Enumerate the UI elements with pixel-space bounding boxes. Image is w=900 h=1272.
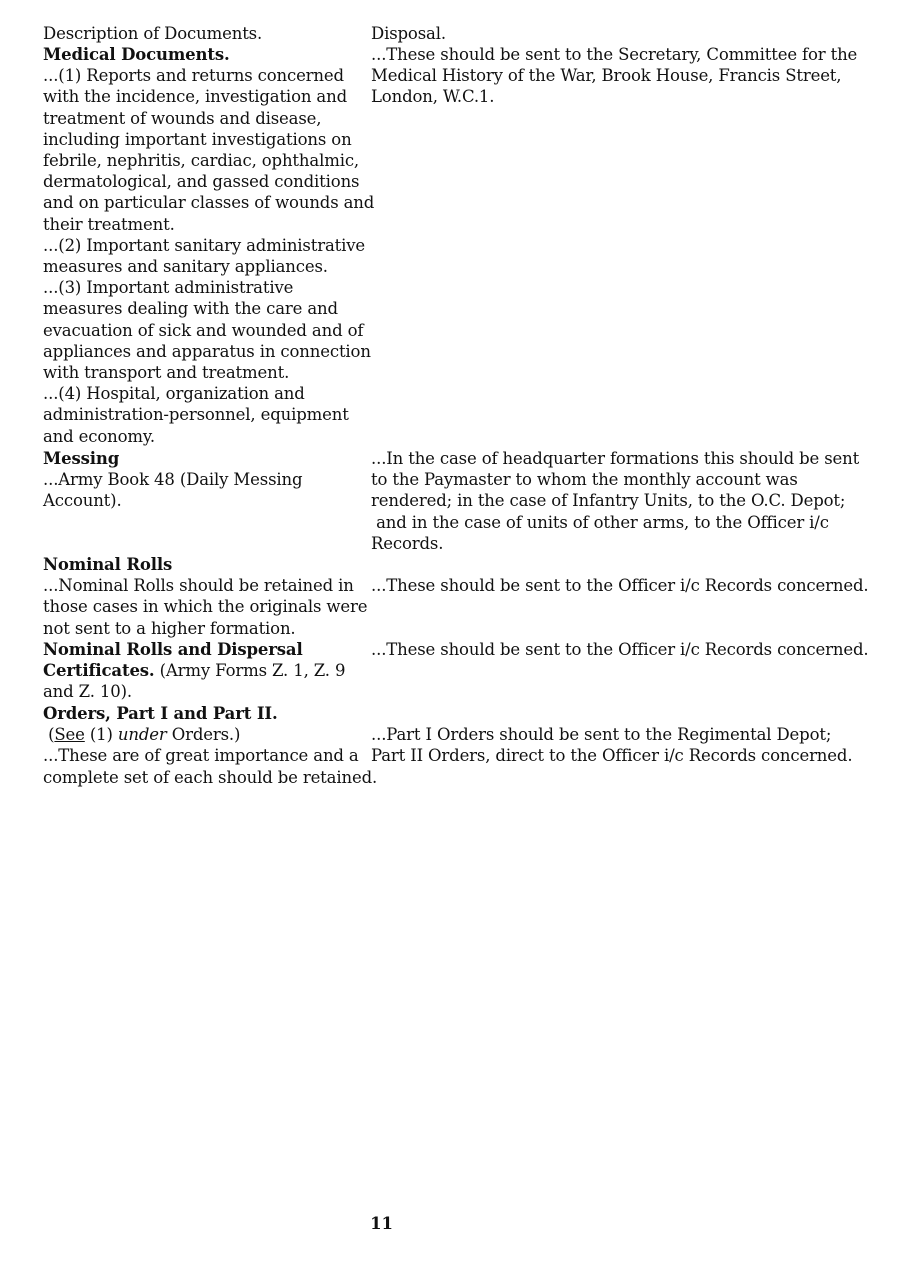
medical-line: febrile, nephritis, cardiac, ophthalmic, xyxy=(43,151,360,171)
orders-line: complete set of each should be retained. xyxy=(43,767,378,787)
nominal-rolls-line: not sent to a higher formation. xyxy=(43,618,296,638)
dispersal-description xyxy=(43,639,361,703)
under-word: under xyxy=(117,725,167,745)
orders-line: ...These are of great importance and a xyxy=(43,746,359,766)
orders-disposal-line: Part II Orders, direct to the Officer i/c Records concerned. xyxy=(371,746,853,766)
medical-disposal xyxy=(371,44,858,108)
see-mid: (1) xyxy=(84,725,118,745)
medical-disposal-line: ...These should be sent to the Secretary, Committee for the xyxy=(371,45,858,64)
messing-disposal-line: rendered; in the case of Infantry Units, to the O.C. Depot; xyxy=(371,491,846,511)
messing-line: ...Army Book 48 (Daily Messing xyxy=(43,470,303,490)
nominal-rolls-description xyxy=(43,554,368,639)
medical-description xyxy=(43,44,375,447)
medical-line: ...(2) Important sanitary administrative xyxy=(43,235,366,255)
nominal-rolls-disposal xyxy=(371,575,869,596)
medical-line: evacuation of sick and wounded and of xyxy=(43,320,364,340)
medical-line: treatment of wounds and disease, xyxy=(43,108,322,128)
messing-disposal-line: ...In the case of headquarter formations this should be sent xyxy=(371,449,860,468)
dispersal-disposal-line: ...These should be sent to the Officer i/c Records concerned. xyxy=(371,640,869,659)
nominal-rolls-heading: Nominal Rolls xyxy=(43,555,173,574)
medical-line: and economy. xyxy=(43,426,155,446)
messing-heading: Messing xyxy=(43,449,120,468)
header-left-text: Description of Documents. xyxy=(43,24,263,43)
see-close: Orders.) xyxy=(166,725,241,745)
dispersal-line: and Z. 10). xyxy=(43,682,132,702)
page-number: 11 xyxy=(370,1214,393,1233)
medical-line: appliances and apparatus in connection xyxy=(43,341,371,361)
medical-line: measures and sanitary appliances. xyxy=(43,257,328,277)
medical-line: with the incidence, investigation and xyxy=(43,87,347,107)
nominal-rolls-line: ...Nominal Rolls should be retained in xyxy=(43,576,354,596)
medical-line: administration-personnel, equipment xyxy=(43,405,349,425)
orders-see-reference xyxy=(43,724,361,745)
medical-disposal-line: London, W.C.1. xyxy=(371,87,495,107)
orders-heading: Orders, Part I and Part II. xyxy=(43,704,278,723)
medical-line: ...(3) Important administrative xyxy=(43,278,294,298)
messing-disposal-line: and in the case of units of other arms, to the Officer i/c xyxy=(371,512,829,532)
orders-disposal xyxy=(371,724,853,766)
see-word: See xyxy=(54,725,85,745)
nominal-rolls-disposal-line: ...These should be sent to the Officer i/c Records concerned. xyxy=(371,576,869,595)
dispersal-heading: Nominal Rolls and Dispersal xyxy=(43,640,303,659)
medical-line: ...(4) Hospital, organization and xyxy=(43,384,305,404)
army-forms-text: (Army Forms Z. 1, Z. 9 xyxy=(154,661,346,681)
messing-line: Account). xyxy=(43,491,122,511)
medical-line: measures dealing with the care and xyxy=(43,299,338,319)
certificates-label: Certificates. xyxy=(43,661,155,681)
messing-description xyxy=(43,448,361,512)
orders-description xyxy=(43,703,378,788)
messing-disposal xyxy=(371,448,860,554)
medical-line: dermatological, and gassed conditions xyxy=(43,172,360,192)
medical-line: their treatment. xyxy=(43,214,175,234)
medical-disposal-line: Medical History of the War, Brook House, Francis Street, xyxy=(371,66,842,86)
dispersal-heading-line2 xyxy=(43,660,361,681)
description-column-header xyxy=(43,23,361,44)
medical-line: ...(1) Reports and returns concerned xyxy=(43,66,344,86)
disposal-column-header xyxy=(371,23,841,44)
medical-line: with transport and treatment. xyxy=(43,363,290,383)
nominal-rolls-line: those cases in which the originals were xyxy=(43,597,368,617)
medical-heading: Medical Documents. xyxy=(43,45,230,64)
messing-disposal-line: to the Paymaster to whom the monthly account was xyxy=(371,470,798,490)
messing-disposal-line: Records. xyxy=(371,533,444,553)
orders-disposal-line: ...Part I Orders should be sent to the Regimental Depot; xyxy=(371,725,832,744)
dispersal-disposal xyxy=(371,639,869,660)
see-open: ( xyxy=(43,725,55,745)
medical-line: including important investigations on xyxy=(43,129,352,149)
medical-line: and on particular classes of wounds and xyxy=(43,193,375,213)
header-right-text: Disposal. xyxy=(371,24,446,43)
